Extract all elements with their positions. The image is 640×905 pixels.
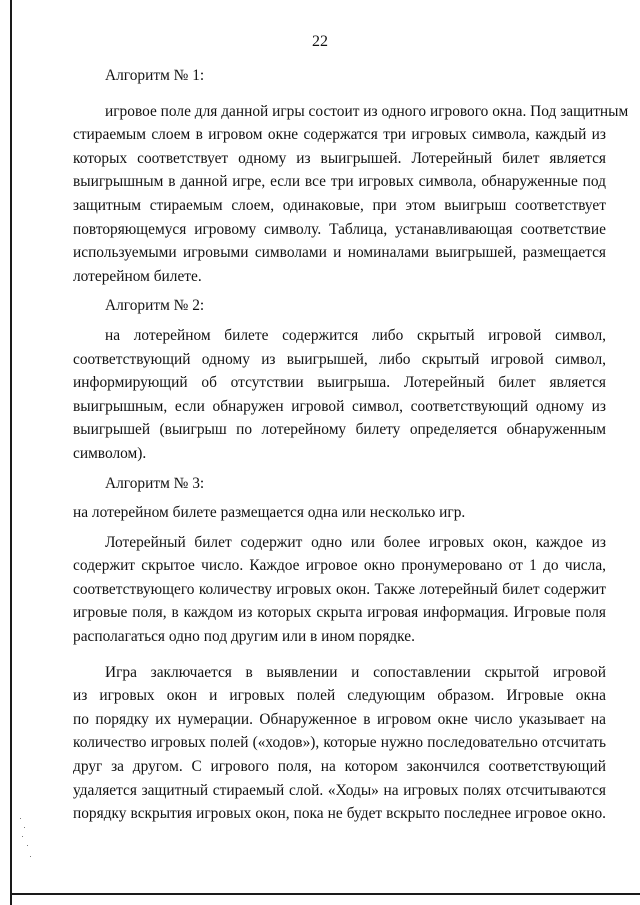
scan-left-edge (10, 0, 12, 905)
scan-specks (18, 818, 38, 868)
paragraph-line: выигрышей (выигрыш по лотерейному билету определяется обнаруженным (73, 421, 606, 439)
paragraph-line: порядку вскрытия игровых окон, пока не будет вскрыто последнее игровое окно. (73, 805, 606, 823)
paragraph-line: повторяющемуся игровому символу. Таблица, устанавливающая соответствие (73, 220, 606, 238)
paragraph-line: лотерейном билете. (73, 267, 202, 285)
paragraph-line: стираемым слоем в игровом окне содержатся три игровых символа, каждый из (73, 126, 606, 144)
paragraph-line: из игровых окон и игровых полей следующим образом. Игровые окна (73, 687, 606, 705)
paragraph-line: информирующий об отсутствии выигрыша. Лотерейный билет является (73, 374, 606, 392)
document-body (73, 64, 629, 826)
page-number: 22 (312, 33, 328, 50)
paragraph-line: соответствующего количеству игровых окон. Также лотерейный билет содержит (73, 580, 606, 598)
paragraph-line: на лотерейном билете размещается одна или несколько игр. (73, 504, 466, 522)
paragraph-line: содержит скрытое число. Каждое игровое окно пронумеровано от 1 до числа, (73, 557, 606, 575)
paragraph-line: Лотерейный билет содержит одно или более игровых окон, каждое из (105, 533, 606, 551)
paragraph-line: располагаться одно под другим или в ином порядке. (73, 628, 415, 646)
paragraph-line: игровое поле для данной игры состоит из одного игрового окна. Под защитным (105, 102, 629, 120)
paragraph-line: защитным стираемым слоем, одинаковые, при этом выигрыш соответствует (73, 196, 606, 214)
paragraph-line: игровые поля, в каждом из которых скрыта игровая информация. Игровые поля (73, 604, 606, 622)
paragraph-line: выигрышным в данной игре, если все три игровых символа, обнаруженные под (73, 173, 606, 191)
scan-bottom-edge (10, 893, 640, 895)
algorithm-3-heading: Алгоритм № 3: (105, 474, 205, 492)
paragraph-line: выигрышным, если обнаружен игровой символ, соответствующий одному из (73, 397, 606, 415)
paragraph-line: соответствующий одному из выигрышей, либо скрытый игровой символ, (73, 350, 606, 368)
paragraph-line: используемыми игровыми символами и номиналами выигрышей, размещается (73, 244, 606, 262)
paragraph-line: которых соответствует одному из выигрышей. Лотерейный билет является (73, 149, 606, 167)
scan-speck (24, 827, 25, 828)
paragraph-line: количество игровых полей («ходов»), которые нужно последовательно отсчитать (73, 734, 606, 752)
scan-speck (20, 818, 21, 819)
algorithm-1-heading: Алгоритм № 1: (105, 67, 205, 84)
paragraph-line: символом). (73, 444, 147, 462)
paragraph-line: по порядку их нумерации. Обнаруженное в игровом окне число указывает на (73, 710, 606, 728)
paragraph-line: Игра заключается в выявлении и сопоставлении скрытой игровой (105, 663, 606, 681)
algorithm-2-heading: Алгоритм № 2: (105, 297, 205, 315)
scan-speck (30, 856, 31, 857)
scan-speck (27, 845, 28, 846)
scan-speck (22, 836, 23, 837)
paragraph-line: удаляется защитный стираемый слой. «Ходы» на игровых полях отсчитываются (73, 781, 606, 799)
paragraph-line: друг за другом. С игрового поля, на котором закончился соответствующий (73, 758, 606, 776)
paragraph-line: на лотерейном билете содержится либо скрытый игровой символ, (105, 326, 606, 344)
